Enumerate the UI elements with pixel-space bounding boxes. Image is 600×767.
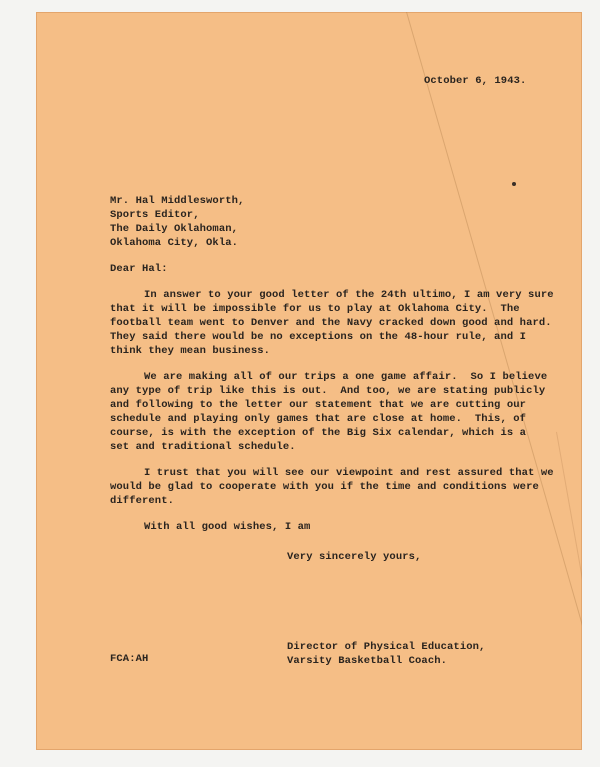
paragraph2-line: set and traditional schedule. xyxy=(110,441,296,453)
typist-initials: FCA:AH xyxy=(110,653,149,665)
closing: Very sincerely yours, xyxy=(287,551,422,563)
paragraph2-line: schedule and playing only games that are close at home. This, of xyxy=(110,413,527,425)
good-wishes: With all good wishes, I am xyxy=(144,521,311,533)
paragraph1-line: football team went to Denver and the Navy cracked down good and hard. xyxy=(110,317,552,329)
paragraph3-line: I trust that you will see our viewpoint and rest assured that we xyxy=(144,467,554,479)
salutation: Dear Hal: xyxy=(110,263,168,275)
address-line-city: Oklahoma City, Okla. xyxy=(110,237,239,249)
ink-spot xyxy=(512,182,516,186)
letter-date: October 6, 1943. xyxy=(424,75,527,87)
signature-title-line: Varsity Basketball Coach. xyxy=(287,655,448,667)
paragraph1-line: that it will be impossible for us to play at Oklahoma City. The xyxy=(110,303,520,315)
paragraph2-line: and following to the letter our statement that we are cutting our xyxy=(110,399,527,411)
address-line-name: Mr. Hal Middlesworth, xyxy=(110,195,245,207)
paragraph1-line: In answer to your good letter of the 24th ultimo, I am very sure xyxy=(144,289,554,301)
signature-title-line: Director of Physical Education, xyxy=(287,641,486,653)
address-line-paper: The Daily Oklahoman, xyxy=(110,223,239,235)
paragraph2-line: any type of trip like this is out. And too, we are stating publicly xyxy=(110,385,546,397)
paragraph3-line: different. xyxy=(110,495,175,507)
address-line-title: Sports Editor, xyxy=(110,209,200,221)
paragraph2-line: course, is with the exception of the Big Six calendar, which is a xyxy=(110,427,527,439)
paper-scratch xyxy=(556,432,582,747)
paragraph3-line: would be glad to cooperate with you if the time and conditions were xyxy=(110,481,539,493)
paragraph1-line: They said there would be no exceptions on the 48-hour rule, and I xyxy=(110,331,527,343)
paragraph2-line: We are making all of our trips a one game affair. So I believe xyxy=(144,371,548,383)
paper-scratch xyxy=(406,12,582,723)
letter-page xyxy=(36,12,582,750)
paragraph1-line: think they mean business. xyxy=(110,345,271,357)
